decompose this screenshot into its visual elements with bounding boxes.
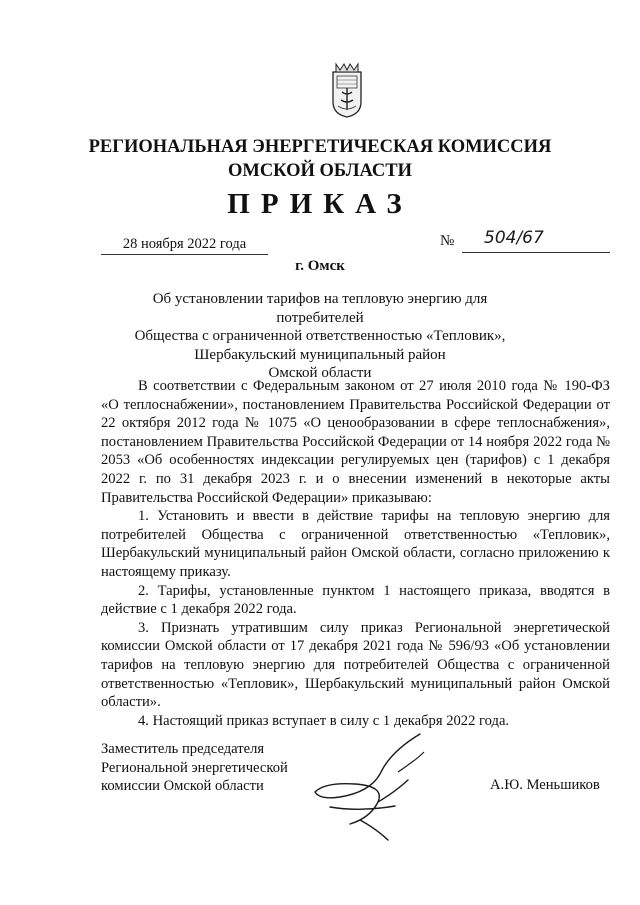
subject-line: Общества с ограниченной ответственностью «Тепловик»,: [134, 328, 506, 344]
number-underline: [462, 252, 610, 253]
clause-1: 1. Установить и ввести в действие тарифы на тепловую энергию для потребителей Общества с ограниченной ответственностью «Тепловик», Шербакульский муниципальный район Омской области, согласно приложению к настоящему приказу.: [101, 508, 610, 580]
position-line: Региональной энергетической: [101, 759, 288, 776]
document-body: [101, 377, 610, 730]
subject-line: Шербакульский муниципальный район: [194, 346, 446, 363]
subject-line: Об установлении тарифов на тепловую энергию для потребителей: [152, 291, 488, 326]
handwritten-number: [480, 223, 580, 251]
position-line: комиссии Омской области: [101, 778, 264, 794]
signatory-name: А.Ю. Меньшиков: [490, 777, 600, 793]
signatory-position: [101, 740, 288, 796]
org-line-1: РЕГИОНАЛЬНАЯ ЭНЕРГЕТИЧЕСКАЯ КОМИССИЯ: [88, 137, 552, 157]
subject-line: Омской области: [268, 365, 372, 381]
number-value: 504/67: [484, 228, 544, 248]
preamble-paragraph: В соответствии с Федеральным законом от 27 июля 2010 года № 190-ФЗ «О теплоснабжении», постановлением Правительства Российской Федерации от 22 октября 2012 года № 1075 «О ценообразовании в сфере теплоснабжения», постановлением Правительства Российской Федерации от 14 ноября 2022 года № 2053 «Об особенностях индексации регулируемых цен (тарифов) с 1 декабря 2022 г. по 31 декабря 2023 г. и о внесении изменений в некоторые акты Правительства Российской Федерации» приказываю:: [101, 378, 610, 506]
document-title: ПРИКАЗ: [227, 188, 413, 220]
clause-3: 3. Признать утратившим силу приказ Региональной энергетической комиссии Омской области от 17 декабря 2021 года № 596/93 «Об установлении тарифов на тепловую энергию для потребителей Общества с ограниченной ответственностью «Тепловик», Шербакульский муниципальный район Омской области».: [101, 619, 610, 711]
clause-2: 2. Тарифы, установленные пунктом 1 настоящего приказа, вводятся в действие с 1 декабря 2022 года.: [101, 582, 610, 618]
city: г. Омск: [295, 258, 345, 274]
document-date: 28 ноября 2022 года: [101, 235, 268, 255]
organization-name: [0, 135, 640, 183]
org-line-2: ОМСКОЙ ОБЛАСТИ: [227, 161, 413, 181]
document-subject: [110, 290, 530, 383]
clause-4: 4. Настоящий приказ вступает в силу с 1 декабря 2022 года.: [138, 712, 510, 729]
position-line: Заместитель председателя: [101, 741, 265, 757]
number-label: №: [440, 233, 455, 249]
handwritten-signature: [300, 722, 450, 842]
omsk-coat-of-arms-icon: [330, 62, 364, 118]
